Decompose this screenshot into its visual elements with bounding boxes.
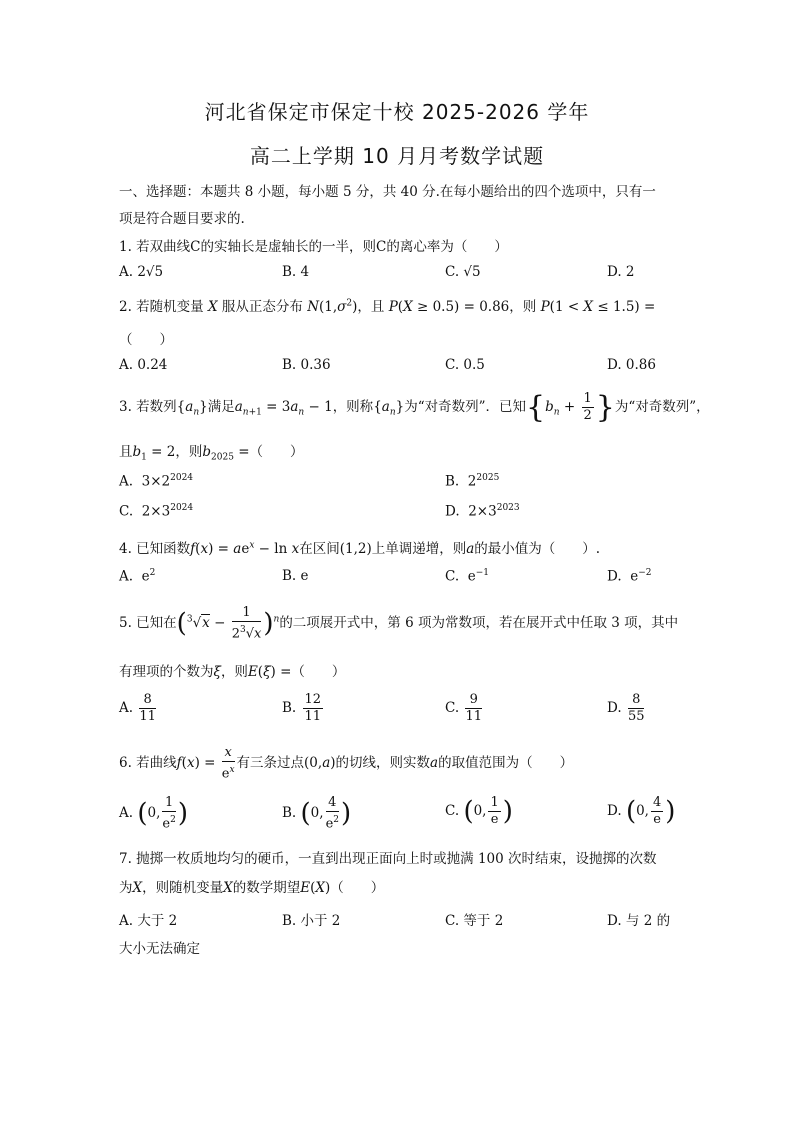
question-4-stem: 4. 已知函数$f(x) = ae^x - \ln x$在区间(1,2)上单调递增，则a的最小值为（ ）. <box>119 540 601 557</box>
q3-option-c: C. $2\times 3^{2024}$ <box>119 503 194 520</box>
exam-title-line1: 河北省保定市保定十校 2025-2026 学年 <box>204 100 590 124</box>
q5-option-d: D. $\frac{8}{55}$ <box>607 692 645 724</box>
exam-title-line2: 高二上学期 10 月月考数学试题 <box>249 144 545 168</box>
q2-option-a: A. 0.24 <box>119 357 168 373</box>
section-intro-line1: 一、选择题：本题共 8 小题，每小题 5 分，共 40 分.在每小题给出的四个选项中，只有一 <box>119 184 656 200</box>
q5-option-b: B. $\frac{12}{11}$ <box>282 692 322 724</box>
question-2-stem: 2. 若随机变量 X 服从正态分布 $N(1,\sigma^2)$，且 P(X ≥ 0.5) = 0.86，则 P(1 < X ≤ 1.5) = <box>119 298 656 315</box>
q1-option-a: A. 2√5 <box>119 264 164 280</box>
q3-option-d: D. $2\times 3^{2023}$ <box>445 503 520 520</box>
question-7-line1: 7. 抛掷一枚质地均匀的硬币，一直到出现正面向上时或抛满 100 次时结束，设抛掷的次数 <box>119 851 657 867</box>
question-1-stem: 1. 若双曲线C的实轴长是虚轴长的一半，则C的离心率为（ ） <box>119 239 508 255</box>
question-6-stem: 6. 若曲线f(x) = $\frac{x}{e^x}$ 有三条过点(0,a)的切线，则实数a的取值范围为（ ） <box>119 745 574 782</box>
question-2-blank: （ ） <box>119 332 173 348</box>
q4-option-c: C. $e^{-1}$ <box>445 568 489 585</box>
question-7-line2: 为X，则随机变量X的数学期望E(X)（ ） <box>119 880 385 896</box>
q6-option-d: D. (0, $\frac{4}{e}$ ) <box>607 795 676 827</box>
q3-option-a: A. $3\times 2^{2024}$ <box>119 473 194 490</box>
q4-option-a: A. $e^2$ <box>119 568 156 585</box>
q3-option-b: B. $2^{2025}$ <box>445 473 500 490</box>
q2-option-b: B. 0.36 <box>282 357 331 373</box>
q1-option-b: B. 4 <box>282 264 310 280</box>
q7-option-d: D. 与 2 的 <box>607 913 671 929</box>
q5-option-c: C. $\frac{9}{11}$ <box>445 692 482 724</box>
question-5-line2: 有理项的个数为ξ，则E(ξ) =（ ） <box>119 664 346 680</box>
q6-option-c: C. (0, $\frac{1}{e}$ ) <box>445 795 513 827</box>
q1-option-d: D. 2 <box>607 264 635 280</box>
q4-option-b: B. e <box>282 568 309 584</box>
q6-option-a: A. (0, $\frac{1}{e^2}$ ) <box>119 795 188 832</box>
section-intro-line2: 项是符合题目要求的. <box>119 211 245 227</box>
q7-option-d-continued: 大小无法确定 <box>119 941 200 957</box>
q2-option-c: C. 0.5 <box>445 357 485 373</box>
question-5-stem: 5. 已知在($^3$√x − $\frac{1}{2^3√x}$ )$^n$的二项展开式中，第 6 项为常数项，若在展开式中任取 3 项，其中 <box>119 605 679 642</box>
question-3-stem: 3. 若数列$\{a_n\}$满足$a_{n+1} = 3a_n - 1$，则称$\{a_n\}$为“对奇数列”．已知{$b_n$ + $\frac{1}{2}$ }为“对奇数列”， <box>119 390 710 425</box>
q7-option-a: A. 大于 2 <box>119 913 178 929</box>
q2-option-d: D. 0.86 <box>607 357 656 373</box>
q4-option-d: D. $e^{-2}$ <box>607 568 652 585</box>
q6-option-b: B. (0, $\frac{4}{e^2}$ ) <box>282 795 352 832</box>
q1-option-c: C. √5 <box>445 264 481 280</box>
q7-option-c: C. 等于 2 <box>445 913 504 929</box>
q7-option-b: B. 小于 2 <box>282 913 341 929</box>
question-3-line2: 且$b_1 = 2$，则$b_{2025}$ =（ ） <box>119 444 304 463</box>
q5-option-a: A. $\frac{8}{11}$ <box>119 692 156 724</box>
